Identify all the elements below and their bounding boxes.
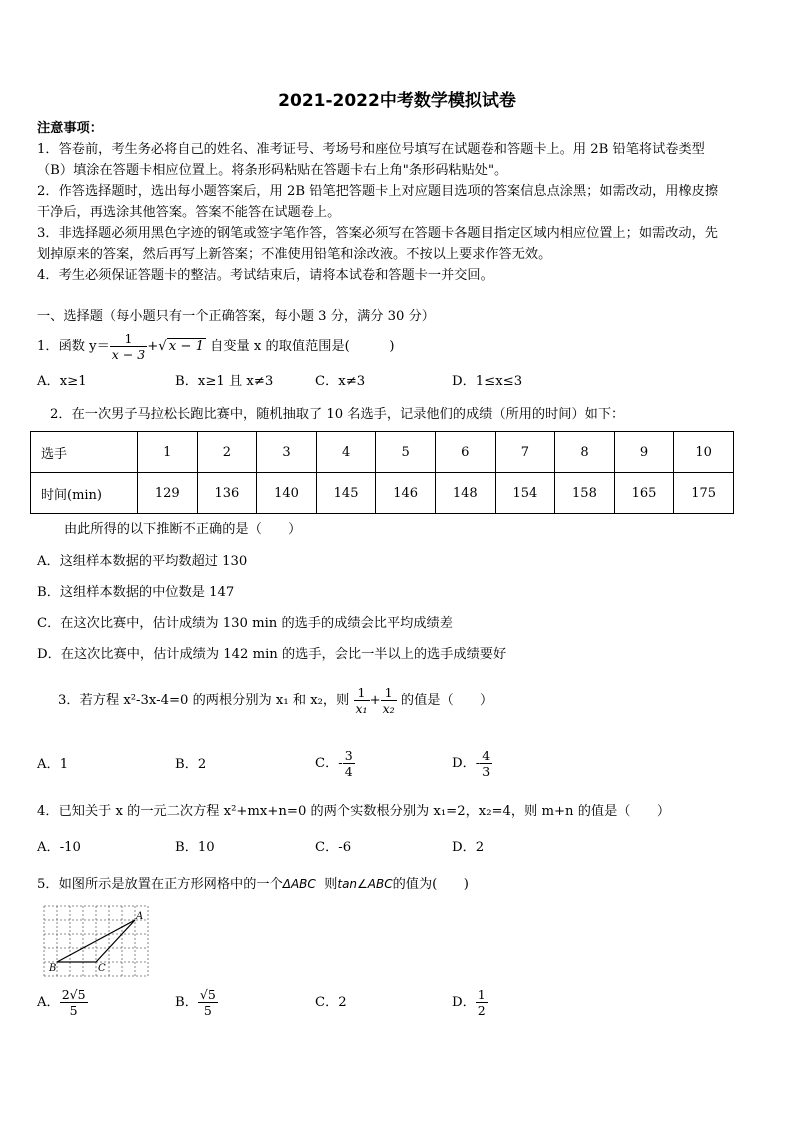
q4-option-b[interactable]: B．10 <box>175 840 215 855</box>
notice-line-7: 4．考生必须保证答题卡的整洁。考试结束后，请将本试卷和答题卡一并交回。 <box>37 268 494 283</box>
q5-option-b[interactable]: B． $\frac{√5}{5}$ <box>175 987 216 1018</box>
page-title: 2021-2022中考数学模拟试卷 <box>278 91 516 111</box>
q3-option-d[interactable]: D．- $\frac{4}{3}$ <box>452 748 491 779</box>
q1-fraction: $\frac{1}{x - 3}$ <box>111 331 146 362</box>
notice-line-5: 3．非选择题必须用黑色字迹的钢笔或签字笔作答，答案必须写在答题卡各题目指定区域内相应位置上；如需改动，先 <box>37 226 718 241</box>
table-cell: 10 <box>674 432 734 473</box>
question-5-stem: 5．如图所示是放置在正方形网格中的一个ΔABC 则tan∠ABC的值为( ) <box>37 877 469 892</box>
results-table <box>30 431 734 514</box>
table-cell: 145 <box>316 473 376 514</box>
q5-triangle-symbol: ΔABC <box>282 877 316 891</box>
q1-sqrt: x − 1 <box>168 339 204 354</box>
notice-line-2: （B）填涂在答题卡相应位置上。将条形码粘贴在答题卡右上角"条形码粘贴处"。 <box>37 163 508 178</box>
q3-option-d-fraction: $\frac{4}{3}$ <box>482 748 491 779</box>
table-cell: 154 <box>495 473 555 514</box>
section-heading: 一、选择题（每小题只有一个正确答案，每小题 3 分，满分 30 分） <box>37 309 435 324</box>
question-4-stem: 4．已知关于 x 的一元二次方程 x²+mx+n=0 的两个实数根分别为 x₁=2，x₂=4，则 m+n 的值是（ ） <box>37 804 671 819</box>
sqrt-symbol: √ <box>158 339 167 354</box>
vertex-label-b: B <box>49 963 57 974</box>
table-cell: 165 <box>614 473 674 514</box>
q5-option-d-fraction: $\frac{1}{2}$ <box>477 987 486 1018</box>
q3-option-b[interactable]: B．2 <box>175 757 207 772</box>
table-cell: 175 <box>674 473 734 514</box>
table-cell: 3 <box>257 432 317 473</box>
q5-option-a-fraction: $\frac{2√5}{5}$ <box>61 987 86 1018</box>
q3-option-a[interactable]: A．1 <box>37 757 69 772</box>
q1-prefix: 1．函数 y＝ <box>37 339 110 354</box>
question-2-ask: 由此所得的以下推断不正确的是（ ） <box>64 522 302 537</box>
q3-prefix: 3．若方程 x²-3x-4=0 的两根分别为 x₁ 和 x₂，则 <box>58 693 350 708</box>
table-cell: 1 <box>138 432 198 473</box>
question-2-stem: 2．在一次男子马拉松长跑比赛中，随机抽取了 10 名选手，记录他们的成绩（所用的时间）如下： <box>50 407 625 422</box>
q3-fraction-1: $\frac{1}{\text{x₁}}$ <box>355 685 368 716</box>
table-cell: 7 <box>495 432 555 473</box>
q2-option-d[interactable]: D．在这次比赛中，估计成绩为 142 min 的选手，会比一半以上的选手成绩要好 <box>37 647 507 662</box>
table-header-cell: 选手 <box>31 432 138 473</box>
q5-option-a[interactable]: A． $\frac{2√5}{5}$ <box>37 987 86 1018</box>
vertex-label-a: A <box>136 911 144 922</box>
table-cell: 158 <box>555 473 615 514</box>
q1-option-d[interactable]: D．1≤x≤3 <box>452 374 523 389</box>
table-cell: 140 <box>257 473 317 514</box>
q5-tan-expression: tan∠ABC <box>337 877 393 891</box>
notice-line-4: 干净后，再选涂其他答案。答案不能答在试题卷上。 <box>37 205 341 220</box>
table-cell: 136 <box>197 473 257 514</box>
table-cell: 8 <box>555 432 615 473</box>
q2-option-a[interactable]: A．这组样本数据的平均数超过 130 <box>37 554 248 569</box>
table-cell: 6 <box>435 432 495 473</box>
table-header-cell: 时间(min) <box>31 473 138 514</box>
table-cell: 9 <box>614 432 674 473</box>
notice-heading: 注意事项： <box>37 121 103 136</box>
q2-option-c[interactable]: C．在这次比赛中，估计成绩为 130 min 的选手的成绩会比平均成绩差 <box>37 616 453 631</box>
vertex-label-c: C <box>98 963 106 974</box>
q1-option-c[interactable]: C．x≠3 <box>315 374 366 389</box>
question-3: 3．若方程 x²-3x-4=0 的两根分别为 x₁ 和 x₂，则 $\frac{1}{\text{x₁}}$ + $\frac{1}{\text{x₂}}$ 的值是（ ） <box>58 685 494 716</box>
q3-fraction-2: $\frac{1}{\text{x₂}}$ <box>382 685 395 716</box>
q4-option-d[interactable]: D．2 <box>452 840 485 855</box>
table-cell: 4 <box>316 432 376 473</box>
q1-option-a[interactable]: A．x≥1 <box>37 374 87 389</box>
q5-option-c[interactable]: C．2 <box>315 995 347 1010</box>
notice-line-1: 1．答卷前，考生务必将自己的姓名、准考证号、考场号和座位号填写在试题卷和答题卡上。用 2B 铅笔将试卷类型 <box>37 142 705 157</box>
notice-line-3: 2．作答选择题时，选出每小题答案后，用 2B 铅笔把答题卡上对应题目选项的答案信息点涂黑；如需改动，用橡皮擦 <box>37 184 719 199</box>
table-row <box>31 473 734 514</box>
q3-suffix: 的值是（ ） <box>400 693 494 708</box>
q3-option-c-fraction: $\frac{3}{4}$ <box>344 748 353 779</box>
q4-option-a[interactable]: A．-10 <box>37 840 81 855</box>
table-row <box>31 432 734 473</box>
table-cell: 2 <box>197 432 257 473</box>
table-cell: 129 <box>138 473 198 514</box>
question-1: 1．函数 y＝ $\frac{1}{x - 3}$ +√ x − 1 自变量 x 的取值范围是( ) <box>37 331 395 362</box>
table-cell: 5 <box>376 432 436 473</box>
table-cell: 148 <box>435 473 495 514</box>
q2-option-b[interactable]: B．这组样本数据的中位数是 147 <box>37 585 235 600</box>
notice-line-6: 划掉原来的答案，然后再写上新答案；不准使用铅笔和涂改液。不按以上要求作答无效。 <box>37 247 552 262</box>
grid-figure <box>40 904 158 978</box>
q1-suffix: 自变量 x 的取值范围是( ) <box>210 339 395 354</box>
q1-option-b[interactable]: B．x≥1 且 x≠3 <box>175 374 274 389</box>
q4-option-c[interactable]: C．-6 <box>315 840 352 855</box>
table-cell: 146 <box>376 473 436 514</box>
q5-option-b-fraction: $\frac{√5}{5}$ <box>199 987 216 1018</box>
q3-option-c[interactable]: C．- $\frac{3}{4}$ <box>315 748 353 779</box>
q5-option-d[interactable]: D． $\frac{1}{2}$ <box>452 987 486 1018</box>
